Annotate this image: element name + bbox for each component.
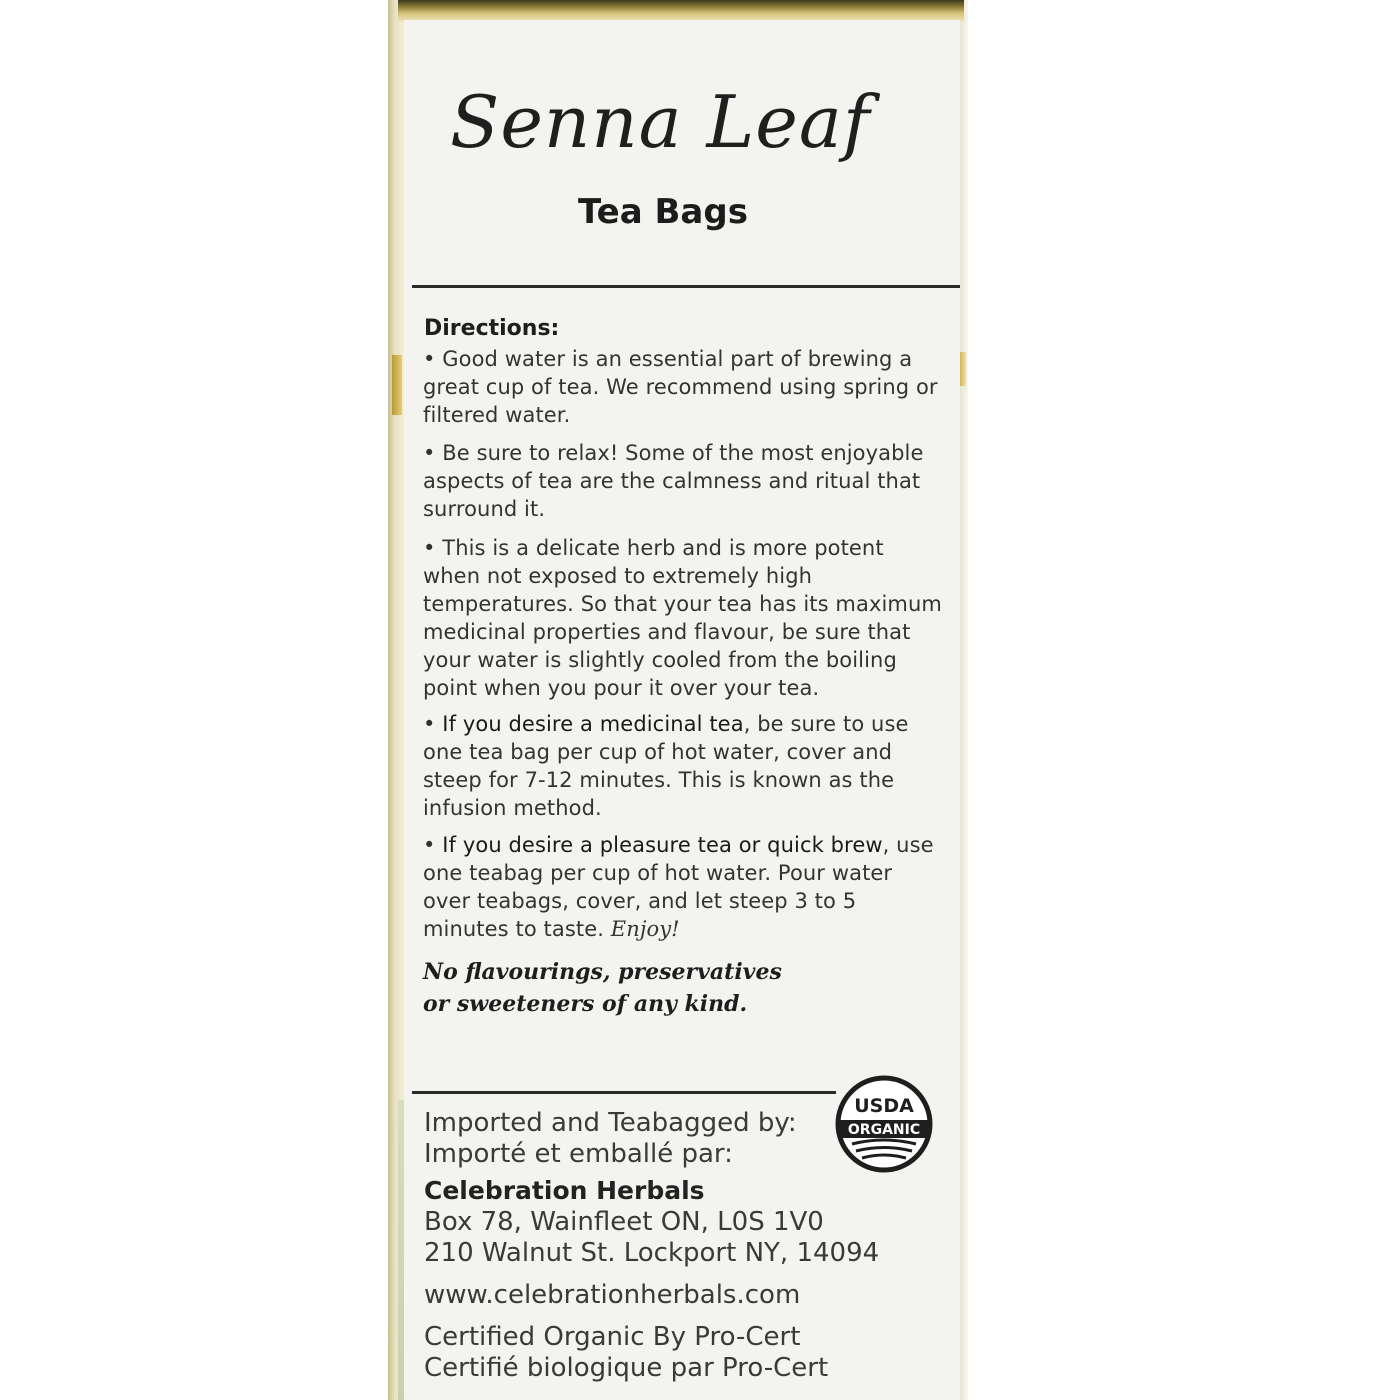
paragraph-text: Good water is an essential part of brewing a great cup of tea. We recommend using spring or filtered water. — [423, 347, 938, 427]
notice-line-2: or sweeteners of any kind. — [423, 991, 748, 1017]
usda-organic-seal-icon — [834, 1074, 934, 1174]
paragraph-text: This is a delicate herb and is more potent when not exposed to extremely high temperatures. So that your tea has its maximum medicinal properties and flavour, be sure that your water is slightly cooled from the boiling point when you pour it over your tea. — [423, 536, 942, 700]
importer-label — [424, 1108, 797, 1170]
paragraph-lead: If you desire a medicinal tea — [442, 712, 744, 736]
seal-top-text: USDA — [854, 1095, 914, 1117]
address-line-1: Box 78, Wainfleet ON, L0S 1V0 — [424, 1207, 824, 1237]
paragraph-text: , be sure to use one tea bag per cup of hot water, cover and steep for 7-12 minutes. This is known as the infusion method. — [423, 712, 909, 820]
certification — [424, 1322, 828, 1384]
paragraph-emphasis: Enjoy! — [610, 917, 680, 941]
bullet: • — [423, 347, 436, 371]
company-name: Celebration Herbals — [424, 1176, 705, 1205]
importer-label-en: Imported and Teabagged by: — [424, 1108, 797, 1138]
top-divider — [412, 285, 960, 288]
bullet: • — [423, 833, 436, 857]
direction-paragraph-2 — [423, 439, 943, 523]
left-gold-band — [392, 355, 402, 415]
product-title: Senna Leaf — [450, 80, 871, 164]
seal-band-text: ORGANIC — [847, 1122, 921, 1138]
certified-fr: Certifié biologique par Pro-Cert — [424, 1353, 829, 1383]
bullet: • — [423, 536, 436, 560]
paragraph-lead: If you desire a pleasure tea or quick brew — [442, 833, 883, 857]
directions-heading: Directions: — [424, 316, 560, 341]
paragraph-text: , use one teabag per cup of hot water. Pour water over teabags, cover, and let steep 3 to 5 minutes to taste. — [423, 833, 934, 941]
no-additives-notice — [423, 956, 943, 1020]
direction-paragraph-1 — [423, 345, 943, 429]
certified-en: Certified Organic By Pro-Cert — [424, 1322, 801, 1352]
direction-paragraph-5 — [423, 831, 943, 943]
company-address — [424, 1207, 879, 1269]
bullet: • — [423, 712, 436, 736]
bottom-divider — [412, 1091, 836, 1094]
product-subtitle: Tea Bags — [578, 192, 748, 232]
bullet: • — [423, 441, 436, 465]
direction-paragraph-4 — [423, 710, 943, 822]
top-gold-strip — [398, 0, 964, 22]
company-website: www.celebrationherbals.com — [424, 1280, 801, 1310]
direction-paragraph-3 — [423, 534, 943, 702]
importer-label-fr: Importé et emballé par: — [424, 1139, 733, 1169]
paragraph-text: Be sure to relax! Some of the most enjoyable aspects of tea are the calmness and ritual that surround it. — [423, 441, 924, 521]
address-line-2: 210 Walnut St. Lockport NY, 14094 — [424, 1238, 880, 1268]
notice-line-1: No flavourings, preservatives — [423, 959, 782, 985]
